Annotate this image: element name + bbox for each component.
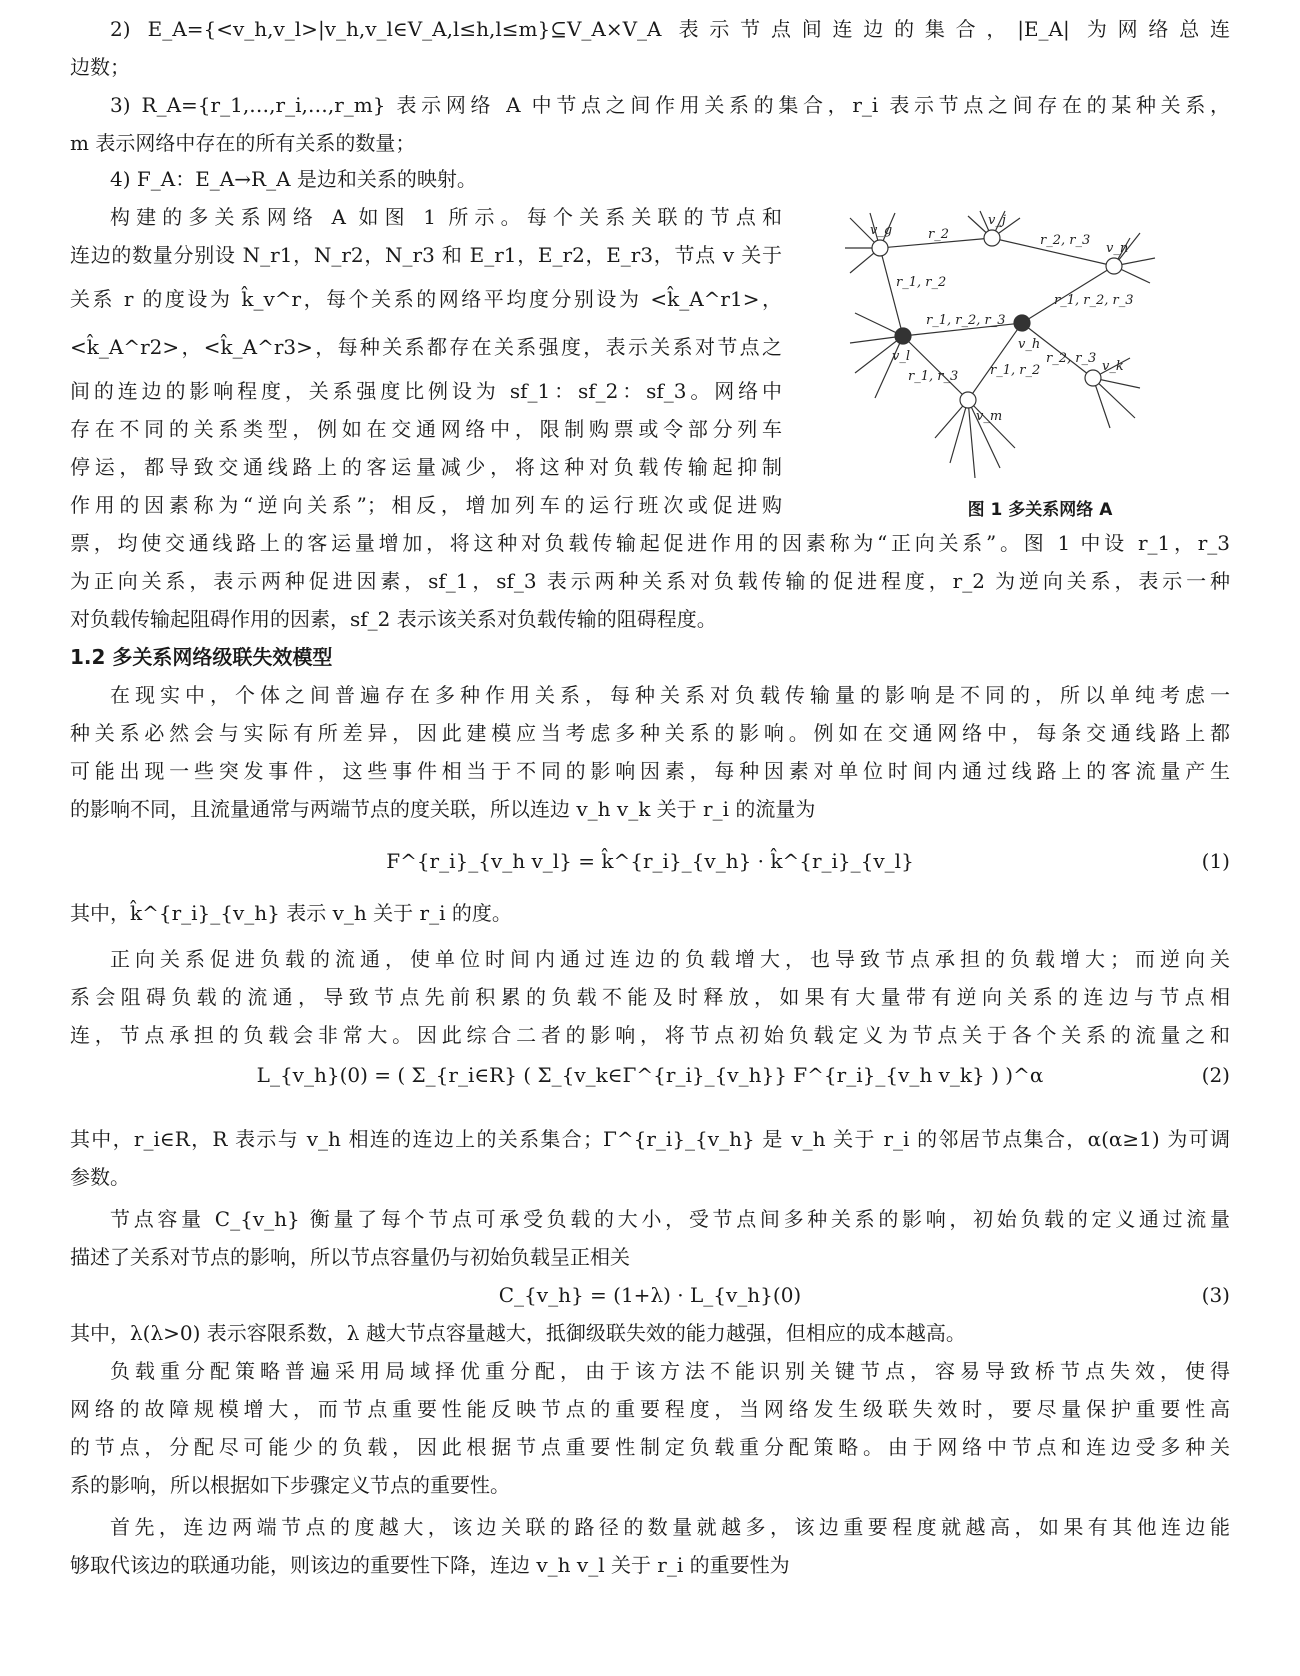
- label-vk: v_k: [1102, 359, 1124, 374]
- label-vm: v_m: [976, 409, 1003, 424]
- label-vl: v_l: [892, 349, 911, 364]
- label-vj: v_j: [988, 213, 1006, 228]
- equation-2-number: (2): [1201, 1063, 1230, 1087]
- section-heading: 1.2 多关系网络级联失效模型: [70, 645, 333, 669]
- after-eq3: 其中，λ(λ>0) 表示容限系数，λ 越大节点容量越大，抵御级联失效的能力越强，但相应的成本越高。: [70, 1321, 966, 1345]
- def-2-line-1: 2) E_A={<v_h,v_l>|v_h,v_l∈V_A,l≤h,l≤m}⊆V_A×V_A 表示节点间连边的集合，|E_A| 为网络总连: [110, 17, 1230, 41]
- label-vn: v_n: [1106, 241, 1129, 256]
- edge-label-vg-vl: r_1, r_2: [896, 275, 947, 290]
- wrap-line-2: 连边的数量分别设 N_r1，N_r2，N_r3 和 E_r1，E_r2，E_r3，节点 v 关于: [70, 243, 782, 267]
- node-vj: [984, 230, 1000, 246]
- node-vn: [1106, 258, 1122, 274]
- para3-line-3: 连，节点承担的负载会非常大。因此综合二者的影响，将节点初始负载定义为节点关于各个关系的流量之和: [70, 1023, 1230, 1047]
- after-eq1: 其中，k̂^{r_i}_{v_h} 表示 v_h 关于 r_i 的度。: [70, 901, 512, 925]
- network-diagram: [840, 208, 1240, 488]
- full-line-3: 对负载传输起阻碍作用的因素，sf_2 表示该关系对负载传输的阻碍程度。: [70, 607, 717, 631]
- para2-line-2: 种关系必然会与实际有所差异，因此建模应当考虑多种关系的影响。例如在交通网络中，每条交通线路上都: [70, 721, 1230, 745]
- edge-label-vh-vk: r_2, r_3: [1046, 351, 1097, 366]
- edge-label-vh-vm: r_1, r_2: [990, 363, 1041, 378]
- node-vk: [1085, 370, 1101, 386]
- node-vl: [895, 328, 911, 344]
- node-vg: [872, 240, 888, 256]
- edge-label-vh-vn: r_1, r_2, r_3: [1054, 293, 1134, 308]
- equation-1: F^{r_i}_{v_h v_l} = k̂^{r_i}_{v_h} · k̂^{r_i}_{v_l}: [386, 849, 914, 873]
- para4-line-1: 节点容量 C_{v_h} 衡量了每个节点可承受负载的大小，受节点间多种关系的影响，初始负载的定义通过流量: [110, 1207, 1230, 1231]
- equation-3-number: (3): [1201, 1283, 1230, 1307]
- def-2-line-2: 边数；: [70, 55, 130, 79]
- para5-line-3: 的节点，分配尽可能少的负载，因此根据节点重要性制定负载重分配策略。由于网络中节点和连边受多种关: [70, 1435, 1230, 1459]
- para2-line-1: 在现实中，个体之间普遍存在多种作用关系，每种关系对负载传输量的影响是不同的，所以单纯考虑一: [110, 683, 1230, 707]
- def-3-line-2: m 表示网络中存在的所有关系的数量；: [70, 131, 416, 155]
- wrap-line-5: 间的连边的影响程度，关系强度比例设为 sf_1：sf_2：sf_3。网络中: [70, 379, 782, 403]
- para3-line-2: 系会阻碍负载的流通，导致节点先前积累的负载不能及时释放，如果有大量带有逆向关系的连边与节点相: [70, 985, 1230, 1009]
- para2-line-3: 可能出现一些突发事件，这些事件相当于不同的影响因素，每种因素对单位时间内通过线路上的客流量产生: [70, 759, 1230, 783]
- wrap-line-7: 停运，都导致交通线路上的客运量减少，将这种对负载传输起抑制: [70, 455, 782, 479]
- figure-caption: 图 1 多关系网络 A: [967, 500, 1113, 520]
- edge-label-vl-vm: r_1, r_3: [908, 369, 959, 384]
- node-vm: [960, 392, 976, 408]
- wrap-line-6: 存在不同的关系类型，例如在交通网络中，限制购票或令部分列车: [70, 417, 782, 441]
- para6-line-1: 首先，连边两端节点的度越大，该边关联的路径的数量就越多，该边重要程度就越高，如果有其他连边能: [110, 1515, 1230, 1539]
- wrap-line-1: 构建的多关系网络 A 如图 1 所示。每个关系关联的节点和: [110, 205, 782, 229]
- equation-3: C_{v_h} = (1+λ) · L_{v_h}(0): [498, 1283, 802, 1307]
- para5-line-2: 网络的故障规模增大，而节点重要性能反映节点的重要程度，当网络发生级联失效时，要尽量保护重要性高: [70, 1397, 1230, 1421]
- edge-label-vg-vj: r_2: [928, 227, 949, 242]
- network-figure: [840, 208, 1240, 488]
- edge-label-vl-vh: r_1, r_2, r_3: [926, 313, 1006, 328]
- node-vh: [1014, 315, 1030, 331]
- after-eq2-line-2: 参数。: [70, 1165, 130, 1189]
- def-4-line: 4) F_A：E_A→R_A 是边和关系的映射。: [110, 167, 477, 191]
- equation-1-number: (1): [1201, 849, 1230, 873]
- para4-line-2: 描述了关系对节点的影响，所以节点容量仍与初始负载呈正相关: [70, 1245, 630, 1269]
- edge-label-vj-vn: r_2, r_3: [1040, 233, 1091, 248]
- para5-line-1: 负载重分配策略普遍采用局域择优重分配，由于该方法不能识别关键节点，容易导致桥节点失效，使得: [110, 1359, 1230, 1383]
- wrap-line-8: 作用的因素称为“逆向关系”；相反，增加列车的运行班次或促进购: [70, 493, 782, 517]
- full-line-1: 票，均使交通线路上的客运量增加，将这种对负载传输起促进作用的因素称为“正向关系”。图 1 中设 r_1，r_3: [70, 531, 1230, 555]
- label-vh: v_h: [1018, 337, 1041, 352]
- def-3-line-1: 3) R_A={r_1,…,r_i,…,r_m} 表示网络 A 中节点之间作用关系的集合，r_i 表示节点之间存在的某种关系，: [110, 93, 1230, 117]
- label-vg: v_g: [870, 223, 893, 238]
- after-eq2-line-1: 其中，r_i∈R，R 表示与 v_h 相连的连边上的关系集合；Γ^{r_i}_{v_h} 是 v_h 关于 r_i 的邻居节点集合，α(α≥1) 为可调: [70, 1127, 1230, 1151]
- para5-line-4: 系的影响，所以根据如下步骤定义节点的重要性。: [70, 1473, 510, 1497]
- para2-line-4: 的影响不同，且流量通常与两端节点的度关联，所以连边 v_h v_k 关于 r_i 的流量为: [70, 797, 816, 821]
- para6-line-2: 够取代该边的联通功能，则该边的重要性下降，连边 v_h v_l 关于 r_i 的重要性为: [70, 1553, 790, 1577]
- wrap-line-3: 关系 r 的度设为 k̂_v^r，每个关系的网络平均度分别设为 <k̂_A^r1>，: [70, 287, 782, 311]
- full-line-2: 为正向关系，表示两种促进因素，sf_1，sf_3 表示两种关系对负载传输的促进程度，r_2 为逆向关系，表示一种: [70, 569, 1230, 593]
- para3-line-1: 正向关系促进负载的流通，使单位时间内通过连边的负载增大，也导致节点承担的负载增大；而逆向关: [110, 947, 1230, 971]
- equation-2: L_{v_h}(0) = ( Σ_{r_i∈R} ( Σ_{v_k∈Γ^{r_i}_{v_h}} F^{r_i}_{v_h v_k} ) )^α: [256, 1063, 1044, 1087]
- wrap-line-4: <k̂_A^r2>，<k̂_A^r3>，每种关系都存在关系强度，表示关系对节点之: [70, 335, 782, 359]
